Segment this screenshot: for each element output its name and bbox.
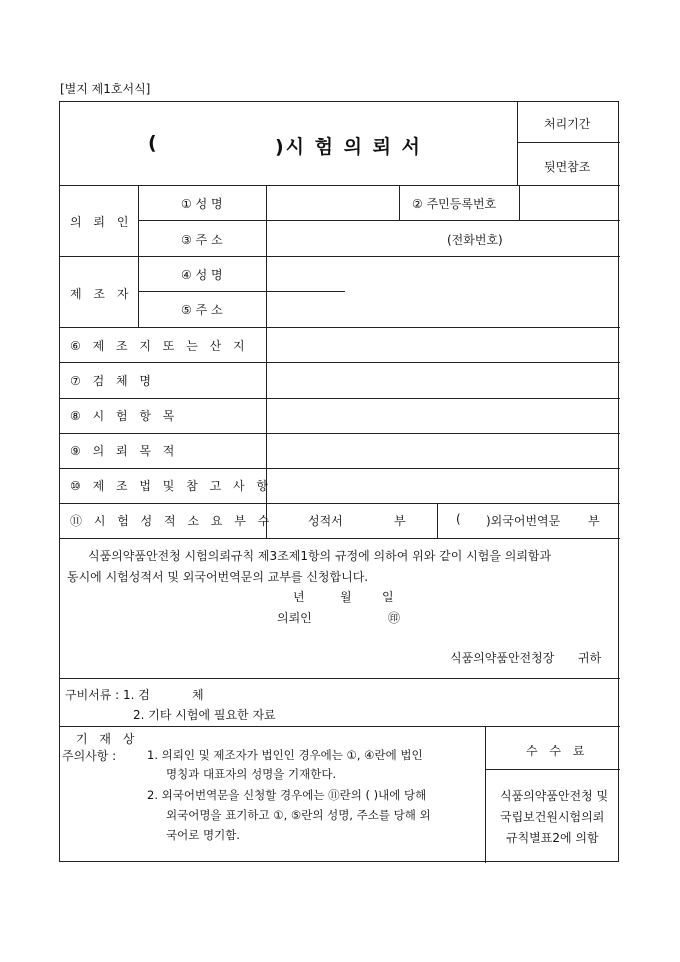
note2-line3: 국어로 명기함. [166,828,240,842]
place-field[interactable] [267,328,619,361]
documents-item2: 2. 기타 시험에 필요한 자료 [133,708,276,722]
date-year-label: 년 [293,590,305,604]
requester-name-label: ① 성 명 [181,197,223,211]
copies-label: ⑪ 시 험 성 적 소 요 부 수 [70,514,274,528]
application-line1: 식품의약품안전청 시험의뢰규칙 제3조제1항의 규정에 의하여 위와 같이 시험을 의뢰함과 [88,549,552,563]
note1-line2: 명칭과 대표자의 성명을 기재한다. [166,767,337,781]
report-copies-label: 성적서 [308,514,343,528]
translation-copies-unit: 부 [588,514,600,528]
honorific: 귀하 [578,651,602,665]
documents-item1-suffix: 체 [192,688,204,702]
signer-label: 의뢰인 [277,611,312,625]
seal-mark: ㊞ [388,611,401,625]
processing-period-label: 처리기간 [544,117,591,131]
purpose-field[interactable] [267,434,619,467]
test-request-form [59,101,619,862]
title-open-paren: ( [148,132,159,154]
application-line2: 동시에 시험성적서 및 외국어번역문의 교부를 신청합니다. [67,570,369,584]
requester-address-field[interactable] [267,221,619,255]
requester-phone-label: (전화번호) [447,233,503,247]
processing-period-value: 뒷면참조 [544,160,591,174]
note1-line1: 1. 의뢰인 및 제조자가 법인인 경우에는 ①, ④란에 법인 [147,748,423,762]
notes-label-line2: 주의사항 : [62,749,117,763]
place-label: ⑥ 제 조 지 또 는 산 지 [70,339,249,353]
translation-copies-label: )외국어번역문 [486,514,561,528]
fee-label: 수 수 료 [526,744,589,758]
requester-label: 의 뢰 인 [70,215,133,229]
method-label: ⑩ 제 조 법 및 참 고 사 항 [70,479,273,493]
note2-line1: 2. 외국어번역문을 신청할 경우에는 ⑪란의 ( )내에 당해 [147,788,427,802]
method-field[interactable] [267,469,619,502]
test-items-field[interactable] [267,399,619,432]
translation-paren-open: ( [456,512,461,526]
note2-line2: 외국어명을 표기하고 ①, ⑤란의 성명, 주소를 당해 외 [166,808,431,822]
specimen-field[interactable] [267,363,619,397]
specimen-label: ⑦ 검 체 명 [70,374,155,388]
requester-regno-label: ② 주민등록번호 [412,197,497,211]
manufacturer-name-label: ④ 성 명 [181,268,223,282]
date-month-label: 월 [340,590,352,604]
report-copies-unit: 부 [394,514,406,528]
requester-address-label: ③ 주 소 [181,233,223,247]
test-items-label: ⑧ 시 험 항 목 [70,409,179,423]
manufacturer-address-field[interactable] [267,292,619,326]
fee-line2: 국립보건원시험의뢰 [500,810,605,824]
requester-name-field[interactable] [267,186,398,219]
page-title: )시 험 의 뢰 서 [275,136,422,158]
manufacturer-address-label: ⑤ 주 소 [181,303,223,317]
addressee: 식품의약품안전청장 [450,651,555,665]
documents-label: 구비서류 : 1. 검 [65,688,150,702]
date-day-label: 일 [382,590,394,604]
form-number-label: [별지 제1호서식] [60,82,151,96]
requester-regno-field[interactable] [520,186,619,219]
manufacturer-name-field[interactable] [267,257,619,290]
fee-line1: 식품의약품안전청 및 [500,789,609,803]
fee-line3: 규칙별표2에 의함 [506,831,599,845]
notes-label-line1: 기 재 상 [76,732,139,746]
manufacturer-label: 제 조 자 [70,287,133,301]
purpose-label: ⑨ 의 뢰 목 적 [70,444,179,458]
